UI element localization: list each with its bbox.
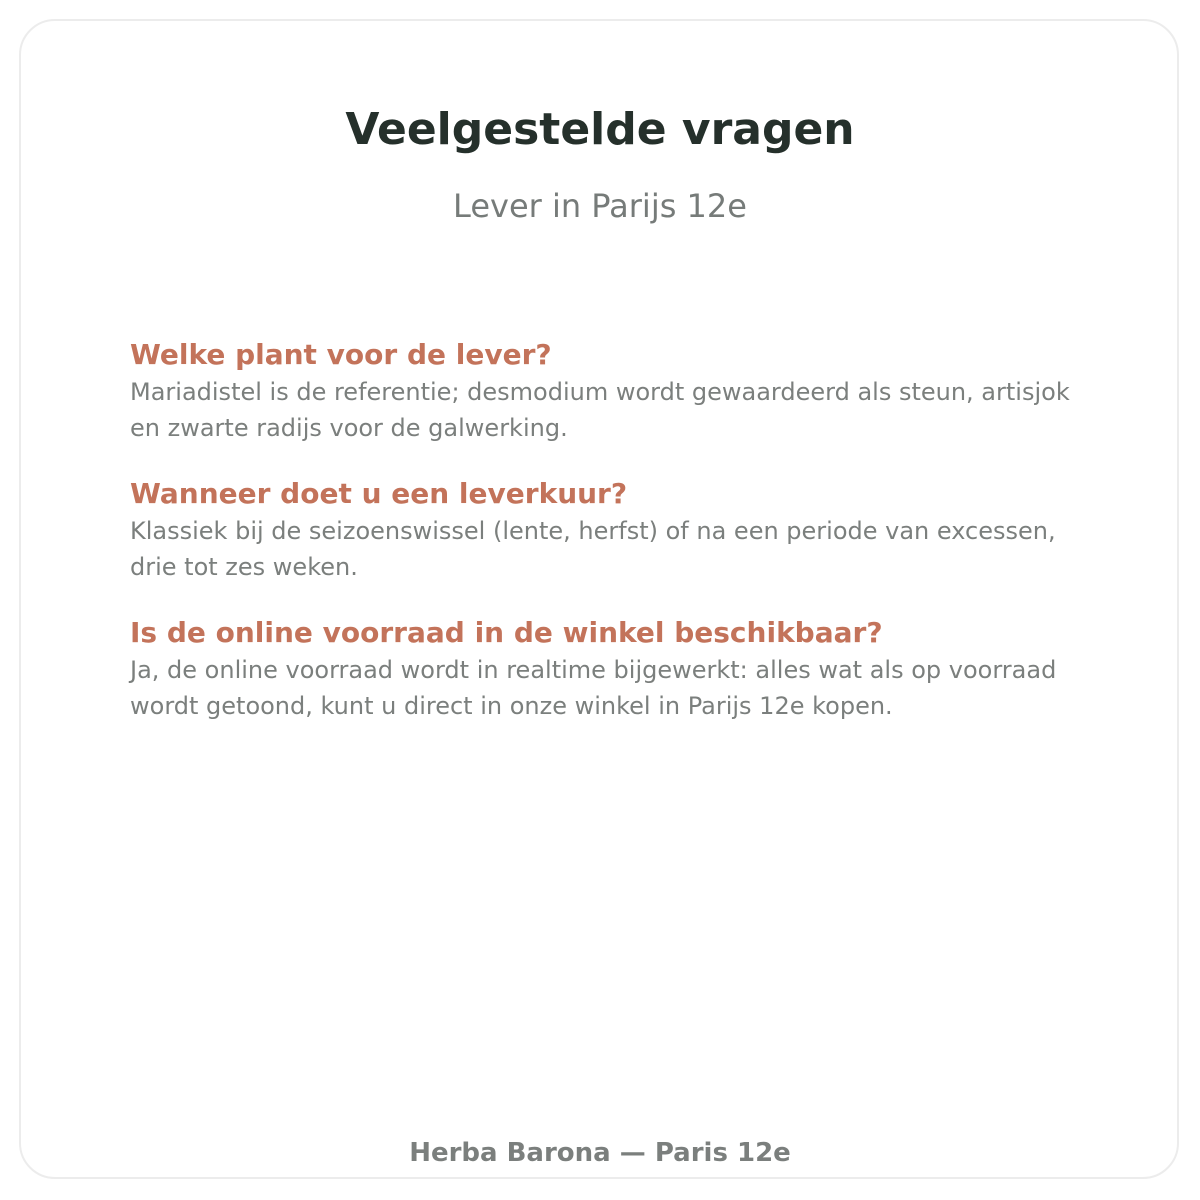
footer-brand: Herba Barona — Paris 12e <box>409 1138 791 1168</box>
faq-question: Welke plant voor de lever? <box>130 338 552 371</box>
page-title: Veelgestelde vragen <box>345 104 855 155</box>
faq-question: Wanneer doet u een leverkuur? <box>130 477 628 510</box>
faq-answer: Mariadistel is de referentie; desmodium wordt gewaardeerd als steun, artisjok en zwarte radijs voor de galwerking. <box>130 378 1070 442</box>
page-subtitle: Lever in Parijs 12e <box>453 187 747 225</box>
faq-answer: Klassiek bij de seizoenswissel (lente, herfst) of na een periode van excessen, drie tot zes weken. <box>130 517 1056 581</box>
faq-question: Is de online voorraad in de winkel beschikbaar? <box>130 616 883 649</box>
faq-item <box>130 336 1090 446</box>
faq-answer: Ja, de online voorraad wordt in realtime bijgewerkt: alles wat als op voorraad wordt getoond, kunt u direct in onze winkel in Parijs 12e kopen. <box>130 656 1057 720</box>
faq-item <box>130 475 1090 585</box>
faq-item <box>130 614 1090 724</box>
